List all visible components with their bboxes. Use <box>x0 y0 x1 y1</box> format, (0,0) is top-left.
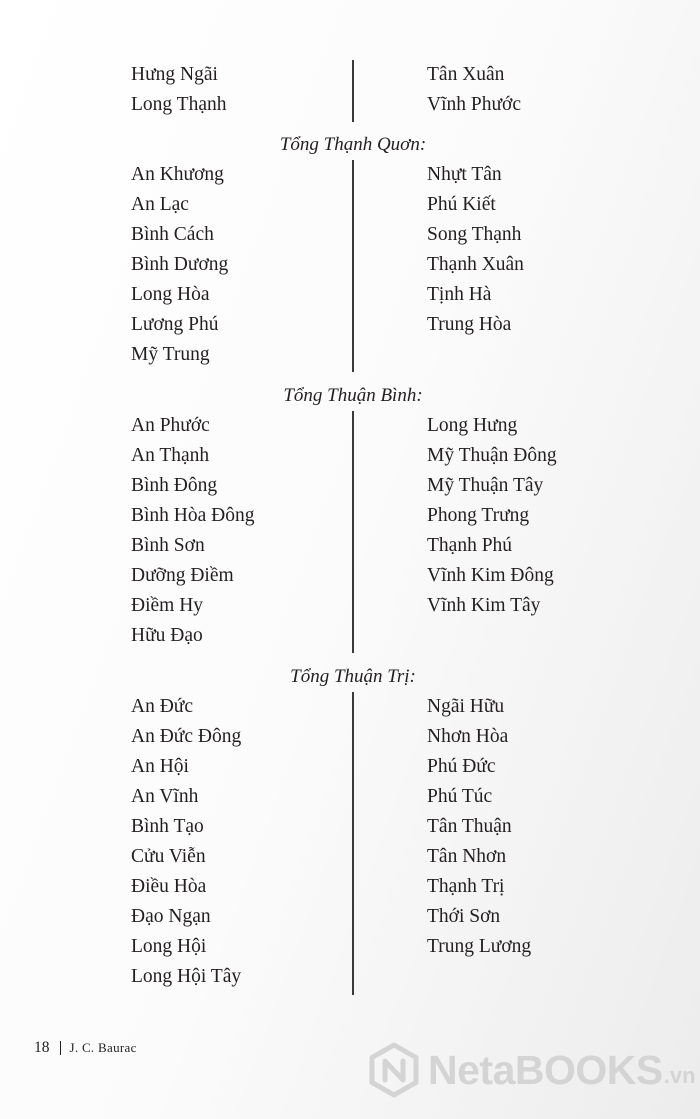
village-name: Phú Kiết <box>427 194 496 215</box>
village-name: Hưng Ngãi <box>131 64 218 85</box>
left-column <box>131 160 228 370</box>
village-name: Phú Đức <box>427 756 496 777</box>
village-name: Vĩnh Kim Tây <box>427 595 541 616</box>
village-name: An Vĩnh <box>131 786 199 807</box>
village-name: Điều Hòa <box>131 876 207 897</box>
village-name: Long Hưng <box>427 415 518 436</box>
village-name: An Đức <box>131 696 194 717</box>
left-column <box>131 692 241 992</box>
village-name: Tân Thuận <box>427 816 512 837</box>
right-column <box>427 160 524 340</box>
left-column <box>131 60 227 120</box>
page-number: 18 <box>34 1039 50 1056</box>
village-name: Mỹ Thuận Đông <box>427 445 557 466</box>
section-heading: Tổng Thuận Trị: <box>290 666 416 687</box>
village-name: Thới Sơn <box>427 906 501 927</box>
village-name: Cửu Viễn <box>131 846 206 867</box>
village-name: Phú Túc <box>427 786 493 807</box>
village-name: Tịnh Hà <box>427 284 492 305</box>
right-column <box>427 411 557 621</box>
village-name: Dưỡng Điềm <box>131 565 234 586</box>
village-name: Song Thạnh <box>427 224 522 245</box>
village-name: Thạnh Phú <box>427 535 513 556</box>
village-name: Trung Hòa <box>427 314 512 335</box>
village-name: An Lạc <box>131 194 189 215</box>
village-name: Bình Tạo <box>131 816 204 837</box>
page-footer <box>34 1038 137 1058</box>
village-name: Long Hội Tây <box>131 966 242 987</box>
author-name: J. C. Baurac <box>69 1040 137 1055</box>
village-name: Lương Phú <box>131 314 219 335</box>
column-divider <box>352 60 354 122</box>
village-name: Tân Nhơn <box>427 846 507 867</box>
village-name: Mỹ Thuận Tây <box>427 475 544 496</box>
section-heading: Tổng Thạnh Quơn: <box>279 134 427 155</box>
village-name: Phong Trưng <box>427 505 530 526</box>
column-divider <box>352 692 354 995</box>
village-name: An Khương <box>131 164 224 185</box>
village-name: Vĩnh Kim Đông <box>427 565 554 586</box>
watermark-brand: NetaBOOKS <box>428 1046 663 1093</box>
village-name: Long Thạnh <box>131 94 227 115</box>
village-name: Bình Cách <box>131 224 214 245</box>
village-name: An Phước <box>131 415 210 436</box>
village-name: Bình Sơn <box>131 535 205 556</box>
column-divider <box>352 160 354 372</box>
footer-separator <box>60 1041 61 1055</box>
village-name: Long Hòa <box>131 284 210 305</box>
village-name: Bình Đông <box>131 475 218 496</box>
right-column <box>427 692 531 962</box>
village-name: Tân Xuân <box>427 64 505 85</box>
village-name: Thạnh Trị <box>427 876 505 897</box>
village-name: Vĩnh Phước <box>427 94 522 115</box>
village-name: Đạo Ngạn <box>131 906 211 927</box>
right-column <box>427 60 521 120</box>
village-name: Nhựt Tân <box>427 164 502 185</box>
netabooks-logo-icon <box>366 1042 422 1098</box>
village-name: Điềm Hy <box>131 595 204 616</box>
village-name: Trung Lương <box>427 936 532 957</box>
village-name: Long Hội <box>131 936 207 957</box>
section-heading: Tổng Thuận Bình: <box>283 385 423 406</box>
village-name: An Hội <box>131 756 189 777</box>
village-name: An Đức Đông <box>131 726 242 747</box>
village-name: Bình Hòa Đông <box>131 505 255 526</box>
village-name: Ngãi Hữu <box>427 696 505 717</box>
village-name: An Thạnh <box>131 445 210 466</box>
village-name: Bình Dương <box>131 254 229 275</box>
village-name: Thạnh Xuân <box>427 254 524 275</box>
left-column <box>131 411 255 651</box>
watermark-domain: .vn <box>663 1063 696 1088</box>
publisher-watermark <box>366 1042 696 1098</box>
village-name: Hữu Đạo <box>131 625 203 646</box>
village-name: Mỹ Trung <box>131 344 210 365</box>
village-name: Nhơn Hòa <box>427 726 509 747</box>
column-divider <box>352 411 354 653</box>
